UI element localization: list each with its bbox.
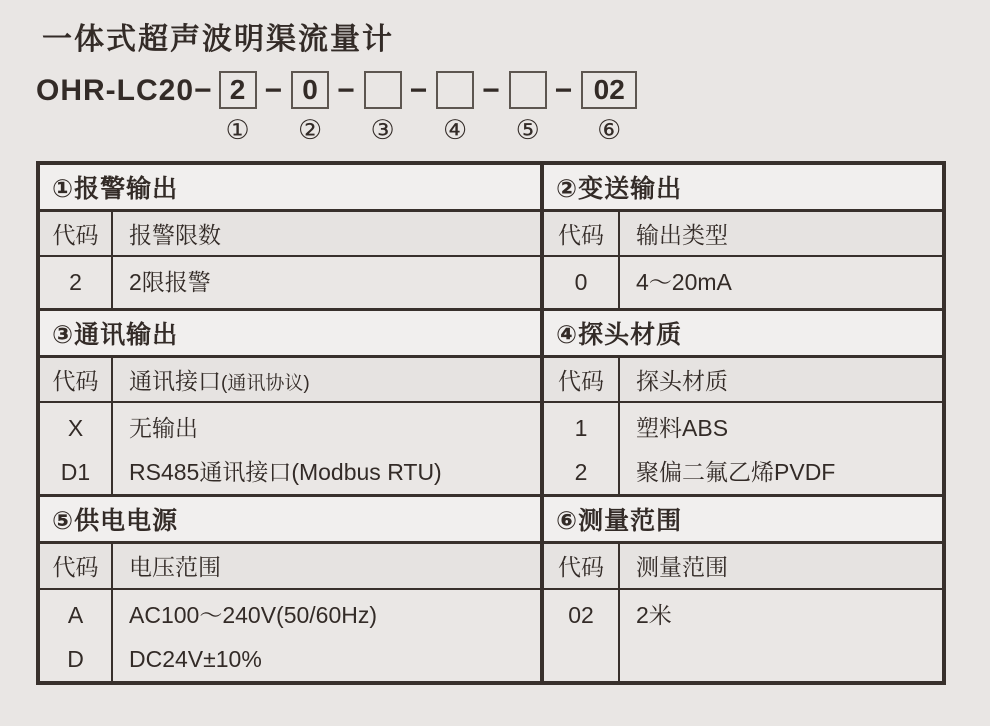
- model-segment-4: [436, 71, 474, 145]
- model-segment-label-4: ④: [443, 115, 468, 145]
- model-box-6: 02: [581, 71, 637, 109]
- model-segment-2: [291, 71, 329, 145]
- code-cell: 2: [38, 256, 112, 309]
- model-box-4: [436, 71, 474, 109]
- desc-cell: AC100～240V(50/60Hz) DC24V±10%: [112, 589, 542, 683]
- desc-header-note: (通讯协议): [221, 372, 310, 394]
- table-row: [38, 210, 944, 256]
- model-segment-5: [509, 71, 547, 145]
- table-row: [38, 309, 944, 356]
- code-header-cell: 代码: [542, 356, 619, 402]
- desc-cell: 无输出 RS485通讯接口(Modbus RTU): [112, 402, 542, 496]
- model-dash: −: [264, 74, 284, 107]
- code-cell: 02: [542, 589, 619, 683]
- page-title: 一体式超声波明渠流量计: [42, 23, 394, 56]
- model-box-5: [509, 71, 547, 109]
- section-3-title: ③通讯输出: [38, 309, 542, 356]
- model-prefix: OHR-LC20−: [36, 74, 213, 107]
- table-row: [38, 256, 944, 309]
- model-dash: −: [337, 74, 356, 107]
- code-header-cell: 代码: [38, 356, 112, 402]
- model-segment-label-2: ②: [297, 115, 323, 145]
- model-code-line: [36, 71, 990, 145]
- model-segment-label-6: ⑥: [597, 115, 622, 145]
- model-box-2: 0: [291, 71, 329, 109]
- code-cell: 0: [542, 256, 619, 309]
- section-1-title: ①报警输出: [38, 163, 542, 210]
- model-segment-3: [364, 71, 402, 145]
- desc-header-cell: 通讯接口(通讯协议): [112, 356, 542, 402]
- section-4-title: ④探头材质: [542, 309, 944, 356]
- section-2-title: ②变送输出: [542, 163, 944, 210]
- section-5-title: ⑤供电电源: [38, 496, 542, 543]
- table-row: [38, 402, 944, 496]
- desc-header-cell: 测量范围: [619, 543, 944, 589]
- model-segment-label-1: ①: [225, 115, 250, 145]
- desc-header-cell: 报警限数: [112, 210, 542, 256]
- code-header-cell: 代码: [542, 210, 619, 256]
- table-row: [38, 589, 944, 683]
- desc-cell: 塑料ABS 聚偏二氟乙烯PVDF: [619, 402, 944, 496]
- desc-cell: 2米: [619, 589, 944, 683]
- model-dash: −: [482, 74, 501, 107]
- code-header-cell: 代码: [38, 543, 112, 589]
- model-dash: −: [409, 74, 429, 107]
- desc-header-cell: 探头材质: [619, 356, 944, 402]
- section-6-title: ⑥测量范围: [542, 496, 944, 543]
- model-segment-label-5: ⑤: [515, 115, 540, 145]
- model-segment-1: [219, 71, 257, 145]
- code-header-cell: 代码: [542, 543, 619, 589]
- table-row: [38, 163, 944, 210]
- model-box-3: [364, 71, 402, 109]
- code-cell: X D1: [38, 402, 112, 496]
- table-row: [38, 496, 944, 543]
- model-segment-label-3: ③: [370, 115, 395, 145]
- desc-cell: 4～20mA: [619, 256, 944, 309]
- code-cell: A D: [38, 589, 112, 683]
- table-row: [38, 356, 944, 402]
- model-dash: −: [554, 74, 574, 107]
- desc-header-cell: 输出类型: [619, 210, 944, 256]
- desc-header-cell: 电压范围: [112, 543, 542, 589]
- desc-cell: 2限报警: [112, 256, 542, 309]
- code-cell: 1 2: [542, 402, 619, 496]
- model-box-1: 2: [219, 71, 257, 109]
- model-segment-6: [581, 71, 637, 145]
- code-header-cell: 代码: [38, 210, 112, 256]
- table-row: [38, 543, 944, 589]
- model-selection-table: [36, 161, 946, 685]
